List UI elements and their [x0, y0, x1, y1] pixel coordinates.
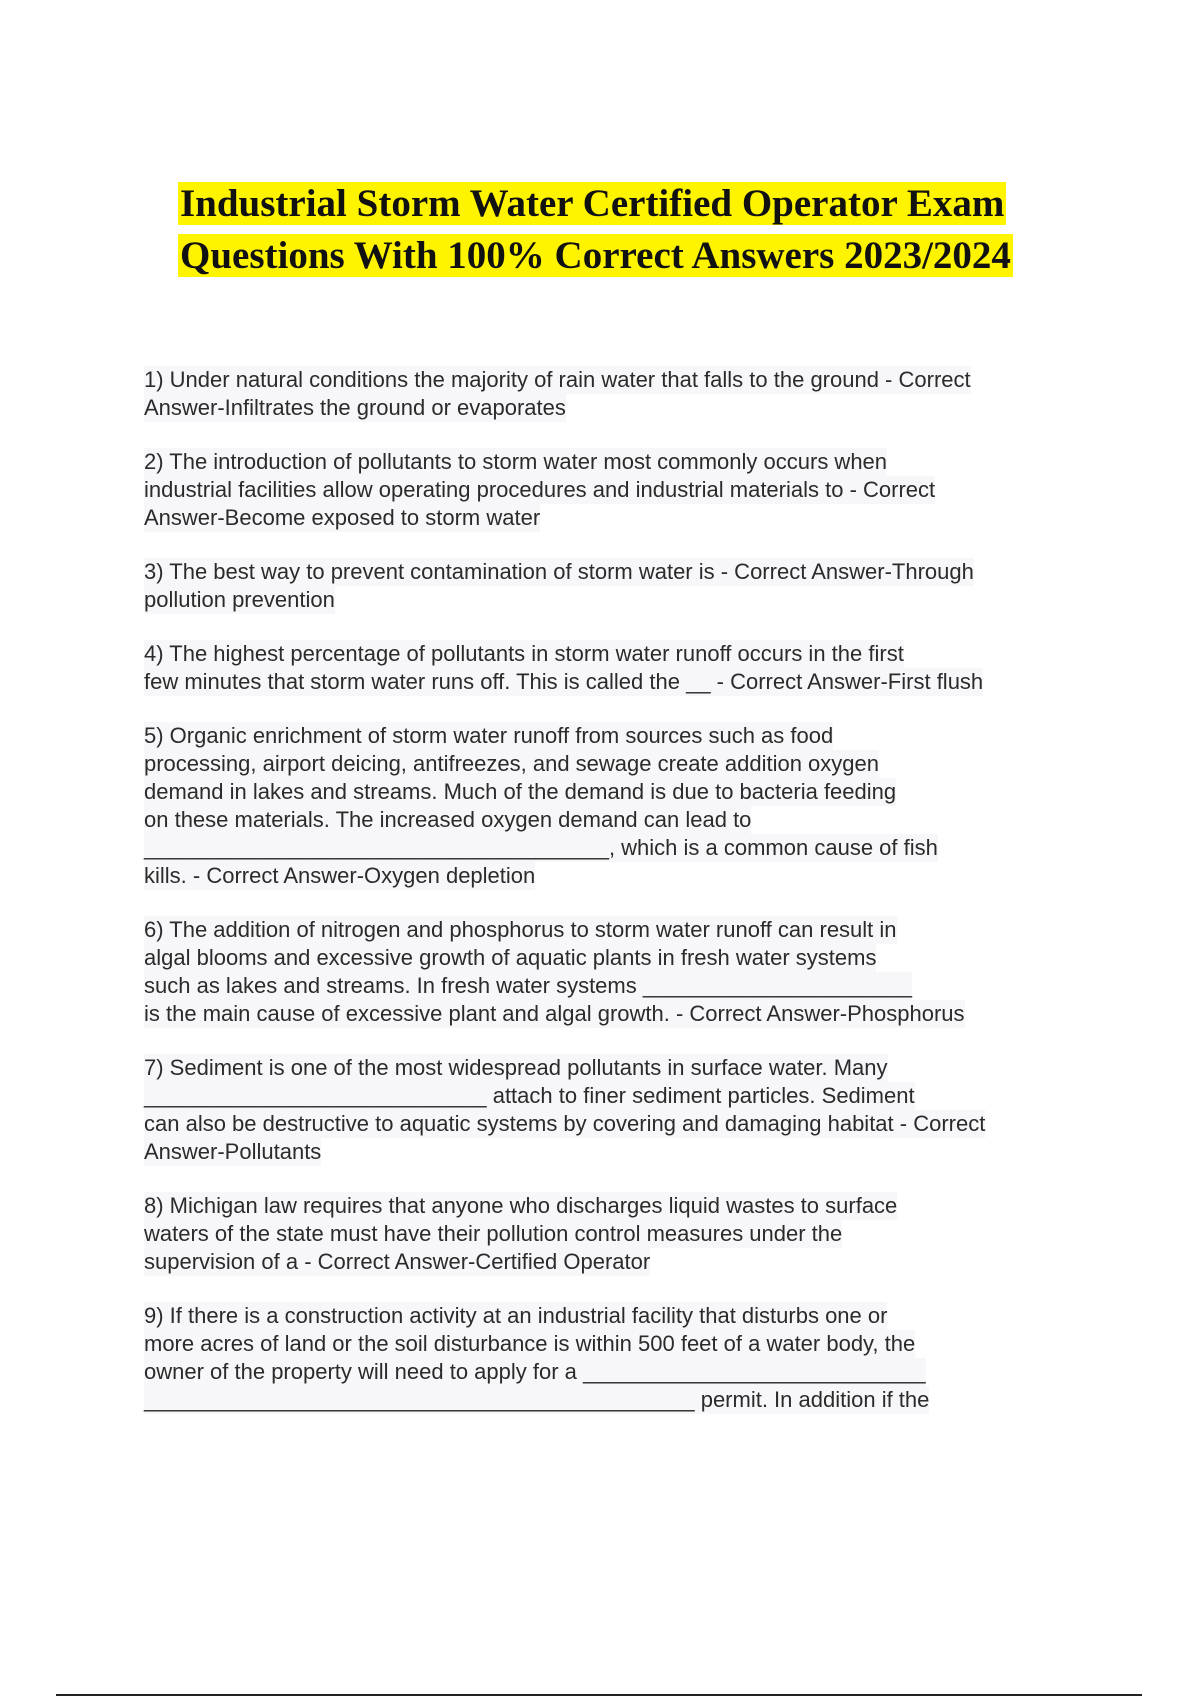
- question-item: [144, 916, 1084, 1028]
- title-line: Industrial Storm Water Certified Operator Exam: [180, 182, 1005, 225]
- question-text-line: can also be destructive to aquatic systems by covering and damaging habitat - Correct: [144, 1111, 986, 1136]
- page-title: [178, 178, 1128, 282]
- question-text-line: _____________________________________________ permit. In addition if the: [144, 1387, 930, 1412]
- question-item: [144, 722, 1084, 890]
- question-text-line: is the main cause of excessive plant and algal growth. - Correct Answer-Phosphorus: [144, 1001, 965, 1026]
- question-text-line: Answer-Become exposed to storm water: [144, 505, 541, 530]
- question-text-line: Answer-Infiltrates the ground or evaporates: [144, 395, 566, 420]
- question-text-line: 6) The addition of nitrogen and phosphorus to storm water runoff can result in: [144, 917, 897, 942]
- question-text-line: algal blooms and excessive growth of aquatic plants in fresh water systems: [144, 945, 877, 970]
- question-text-line: more acres of land or the soil disturbance is within 500 feet of a water body, the: [144, 1331, 916, 1356]
- question-text-line: few minutes that storm water runs off. This is called the __ - Correct Answer-First flush: [144, 669, 984, 694]
- question-text-line: 7) Sediment is one of the most widespread pollutants in surface water. Many: [144, 1055, 888, 1080]
- question-text-line: 8) Michigan law requires that anyone who discharges liquid wastes to surface: [144, 1193, 898, 1218]
- question-text-line: kills. - Correct Answer-Oxygen depletion: [144, 863, 536, 888]
- question-text-line: ____________________________ attach to finer sediment particles. Sediment: [144, 1083, 915, 1108]
- question-text-line: waters of the state must have their pollution control measures under the: [144, 1221, 843, 1246]
- question-item: [144, 1302, 1084, 1414]
- question-text-line: 2) The introduction of pollutants to storm water most commonly occurs when: [144, 449, 888, 474]
- question-item: [144, 1054, 1084, 1166]
- question-text-line: pollution prevention: [144, 587, 335, 612]
- question-text-line: processing, airport deicing, antifreezes, and sewage create addition oxygen: [144, 751, 880, 776]
- question-text-line: ______________________________________, which is a common cause of fish: [144, 835, 938, 860]
- question-item: [144, 558, 1084, 614]
- question-list: [144, 366, 1084, 1440]
- question-text-line: demand in lakes and streams. Much of the demand is due to bacteria feeding: [144, 779, 897, 804]
- question-text-line: supervision of a - Correct Answer-Certified Operator: [144, 1249, 651, 1274]
- question-text-line: 1) Under natural conditions the majority of rain water that falls to the ground - Correct: [144, 367, 971, 392]
- question-text-line: Answer-Pollutants: [144, 1139, 322, 1164]
- title-line: Questions With 100% Correct Answers 2023/2024: [180, 234, 1011, 277]
- question-item: [144, 1192, 1084, 1276]
- question-text-line: 5) Organic enrichment of storm water runoff from sources such as food: [144, 723, 834, 748]
- question-text-line: such as lakes and streams. In fresh water systems ______________________: [144, 973, 913, 998]
- question-text-line: 9) If there is a construction activity at an industrial facility that disturbs one or: [144, 1303, 888, 1328]
- question-text-line: 4) The highest percentage of pollutants in storm water runoff occurs in the first: [144, 641, 904, 666]
- question-item: [144, 448, 1084, 532]
- question-text-line: on these materials. The increased oxygen demand can lead to: [144, 807, 752, 832]
- question-text-line: 3) The best way to prevent contamination of storm water is - Correct Answer-Through: [144, 559, 974, 584]
- question-item: [144, 640, 1084, 696]
- page-bottom-rule: [56, 1694, 1142, 1696]
- question-text-line: industrial facilities allow operating procedures and industrial materials to - Correct: [144, 477, 936, 502]
- question-text-line: owner of the property will need to apply for a ____________________________: [144, 1359, 926, 1384]
- question-item: [144, 366, 1084, 422]
